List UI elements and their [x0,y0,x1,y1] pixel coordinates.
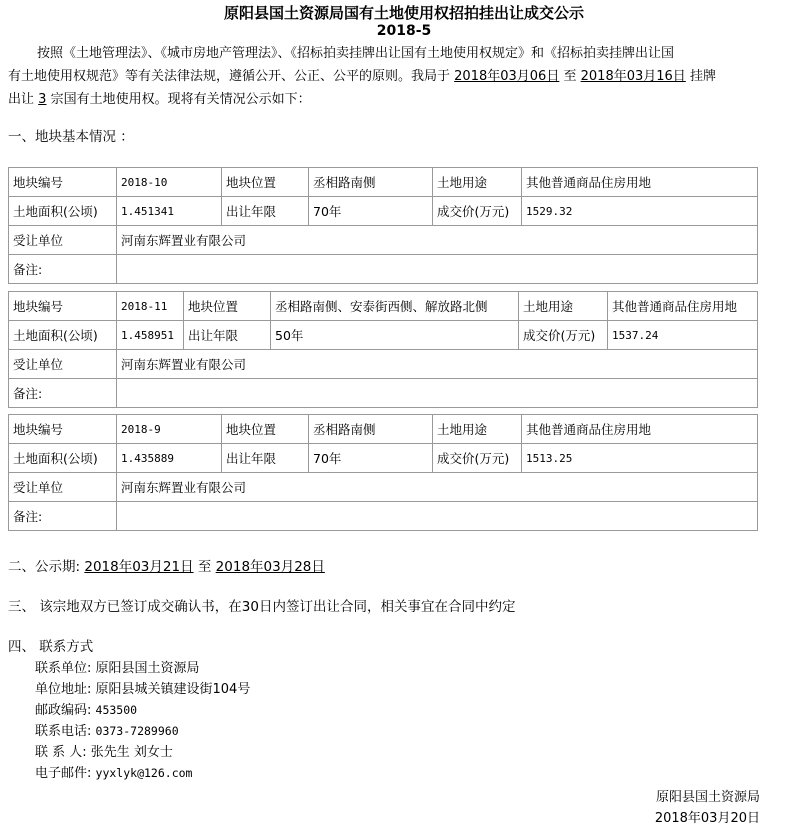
table-row [9,292,758,321]
label-price: 成交价(万元) [519,321,608,350]
label-assignee: 受让单位 [9,226,117,255]
label-location: 地块位置 [222,168,309,197]
plot-term: 50年 [271,321,519,350]
label-use: 土地用途 [433,415,522,444]
email-value: yyxlyk@126.com [95,766,193,780]
plot-price: 1529.32 [522,197,758,226]
plot-assignee: 河南东辉置业有限公司 [117,226,758,255]
table-row [9,379,758,408]
intro-line-1: 按照《土地管理法》、《城市房地产管理法》、《招标拍卖挂牌出让国有土地使用权规定》和《招标拍卖挂牌出让国 [37,46,675,61]
plot-no: 2018-11 [117,292,184,321]
label-use: 土地用途 [433,168,522,197]
label-location: 地块位置 [222,415,309,444]
plot-price: 1513.25 [522,444,758,473]
plot-price: 1537.24 [608,321,758,350]
table-row [9,168,758,197]
plot-table [8,167,758,284]
label-plot-no: 地块编号 [9,168,117,197]
label-term: 出让年限 [184,321,271,350]
postcode-label: 邮政编码: [35,703,92,718]
section-2-publicity-period [8,558,325,576]
plot-term: 70年 [309,197,433,226]
intro-text-end: 挂牌 [689,69,716,84]
label-remark: 备注: [9,379,117,408]
label-area: 土地面积(公顷) [9,197,117,226]
table-row [9,350,758,379]
plot-location: 丞相路南侧 [309,168,433,197]
section-4-heading: 四、 联系方式 [8,639,94,655]
intro-text: 宗国有土地使用权。现将有关情况公示如下： [50,92,311,107]
contact-address: 单位地址: 原阳县城关镇建设街104号 [35,682,251,697]
contact-postcode-row [35,700,250,721]
document-number: 2018-5 [376,23,432,39]
plot-count: 3 [38,92,47,107]
table-row [9,502,758,531]
label-area: 土地面积(公顷) [9,321,117,350]
table-row [9,321,758,350]
table-row [9,444,758,473]
plot-area: 1.435889 [117,444,222,473]
plot-no: 2018-10 [117,168,222,197]
intro-text: 出让 [8,92,35,107]
table-row [9,226,758,255]
contact-unit: 联系单位: 原阳县国土资源局 [35,661,200,676]
section-1-heading: 一、地块基本情况 ： [8,129,134,145]
label-assignee: 受让单位 [9,473,117,502]
label-remark: 备注: [9,255,117,284]
phone-value: 0373-7289960 [95,724,179,738]
plot-remark [117,502,758,531]
publicity-end-date: 2018年03月28日 [215,559,325,575]
plot-use: 其他普通商品住房用地 [608,292,758,321]
phone-label: 联系电话: [35,724,92,739]
plot-area: 1.458951 [117,321,184,350]
table-row [9,255,758,284]
email-label: 电子邮件: [35,766,92,781]
contact-person: 联 系 人: 张先生 刘女士 [35,745,173,760]
label-use: 土地用途 [519,292,608,321]
plot-use: 其他普通商品住房用地 [522,415,758,444]
publicity-label: 二、公示期: [8,559,81,575]
publicity-to: 至 [197,559,212,575]
intro-to: 至 [563,69,577,84]
table-row [9,415,758,444]
plot-location: 丞相路南侧、安泰街西侧、解放路北侧 [271,292,519,321]
label-term: 出让年限 [222,444,309,473]
plot-no: 2018-9 [117,415,222,444]
label-remark: 备注: [9,502,117,531]
intro-text: 有土地使用权规范》等有关法律法规，遵循公开、公正、公平的原则。我局于 [8,69,451,84]
document-title: 原阳县国土资源局国有土地使用权招拍挂出让成交公示 [223,4,584,22]
section-3-text: 三、 该宗地双方已签订成交确认书，在30日内签订出让合同，相关事宜在合同中约定 [8,599,516,615]
plot-area: 1.451341 [117,197,222,226]
publicity-start-date: 2018年03月21日 [84,559,194,575]
contact-email-row [35,763,250,784]
intro-line-3 [8,88,760,111]
label-plot-no: 地块编号 [9,292,117,321]
label-location: 地块位置 [184,292,271,321]
plot-term: 70年 [309,444,433,473]
label-area: 土地面积(公顷) [9,444,117,473]
plot-table [8,414,758,531]
listing-end-date: 2018年03月16日 [580,69,686,84]
intro-paragraph [8,42,760,111]
contact-phone-row [35,721,250,742]
label-price: 成交价(万元) [433,197,522,226]
plot-assignee: 河南东辉置业有限公司 [117,473,758,502]
signature-org: 原阳县国土资源局 [655,790,760,805]
label-plot-no: 地块编号 [9,415,117,444]
plot-remark [117,379,758,408]
intro-line-2 [8,65,760,88]
plot-assignee: 河南东辉置业有限公司 [117,350,758,379]
table-row [9,473,758,502]
plot-remark [117,255,758,284]
label-price: 成交价(万元) [433,444,522,473]
label-assignee: 受让单位 [9,350,117,379]
signature-date: 2018年03月20日 [654,811,760,826]
plot-use: 其他普通商品住房用地 [522,168,758,197]
table-row [9,197,758,226]
plot-location: 丞相路南侧 [309,415,433,444]
listing-start-date: 2018年03月06日 [454,69,560,84]
plot-table [8,291,758,408]
contact-block [35,658,250,784]
label-term: 出让年限 [222,197,309,226]
postcode-value: 453500 [95,703,138,717]
